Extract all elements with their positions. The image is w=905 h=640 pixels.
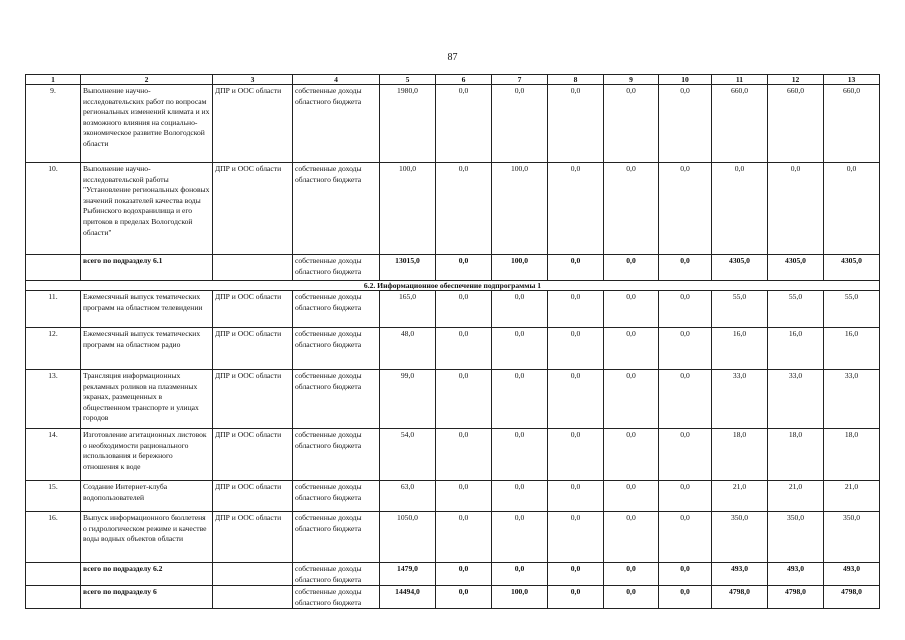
value-cell: 493,0	[768, 563, 824, 586]
executor-cell: ДПР и ООС области	[213, 370, 293, 429]
row-number-cell: 14.	[26, 429, 81, 481]
page-number: 87	[447, 52, 458, 63]
measure-name-cell: Выполнение научно-исследовательских работ по вопросам региональных изменений климата и их возможного влияния на социально-экономическое развитие Вологодской области	[81, 85, 213, 163]
value-cell: 0,0	[492, 563, 548, 586]
value-cell: 14494,0	[380, 586, 436, 609]
value-cell: 0,0	[492, 85, 548, 163]
value-cell: 350,0	[824, 512, 880, 563]
executor-cell: ДПР и ООС области	[213, 481, 293, 512]
value-cell: 55,0	[768, 291, 824, 328]
value-cell: 660,0	[824, 85, 880, 163]
measure-name-cell: Ежемесячный выпуск тематических программ на областном телевидении	[81, 291, 213, 328]
value-cell: 63,0	[380, 481, 436, 512]
value-cell: 0,0	[548, 85, 604, 163]
value-cell: 18,0	[824, 429, 880, 481]
value-cell: 0,0	[824, 163, 880, 255]
executor-cell	[213, 255, 293, 281]
executor-cell: ДПР и ООС области	[213, 512, 293, 563]
funding-source-cell: собственные доходы областного бюджета	[293, 291, 380, 328]
value-cell: 0,0	[604, 586, 659, 609]
column-header: 12	[768, 75, 824, 85]
column-header: 10	[659, 75, 712, 85]
value-cell: 0,0	[604, 163, 659, 255]
funding-source-cell: собственные доходы областного бюджета	[293, 512, 380, 563]
value-cell: 100,0	[492, 163, 548, 255]
value-cell: 0,0	[436, 370, 492, 429]
value-cell: 0,0	[548, 481, 604, 512]
value-cell: 0,0	[659, 370, 712, 429]
value-cell: 0,0	[492, 429, 548, 481]
value-cell: 4305,0	[712, 255, 768, 281]
value-cell: 0,0	[604, 291, 659, 328]
value-cell: 0,0	[436, 481, 492, 512]
value-cell: 660,0	[768, 85, 824, 163]
value-cell: 0,0	[604, 563, 659, 586]
row-number-cell	[26, 586, 81, 609]
table-row	[26, 512, 880, 563]
executor-cell: ДПР и ООС области	[213, 328, 293, 370]
column-header: 5	[380, 75, 436, 85]
value-cell: 0,0	[436, 563, 492, 586]
value-cell: 0,0	[548, 328, 604, 370]
column-header: 2	[81, 75, 213, 85]
value-cell: 0,0	[492, 328, 548, 370]
value-cell: 0,0	[604, 512, 659, 563]
value-cell: 0,0	[659, 85, 712, 163]
executor-cell: ДПР и ООС области	[213, 291, 293, 328]
value-cell: 18,0	[712, 429, 768, 481]
column-header: 7	[492, 75, 548, 85]
value-cell: 0,0	[436, 255, 492, 281]
row-number-cell	[26, 255, 81, 281]
value-cell: 21,0	[712, 481, 768, 512]
measure-name-cell: Трансляция информационных рекламных роликов на плазменных экранах, размещенных в общественном транспорте и улицах городов	[81, 370, 213, 429]
total-row	[26, 586, 880, 609]
executor-cell	[213, 586, 293, 609]
value-cell: 100,0	[380, 163, 436, 255]
value-cell: 0,0	[548, 586, 604, 609]
value-cell: 99,0	[380, 370, 436, 429]
value-cell: 0,0	[436, 163, 492, 255]
value-cell: 0,0	[659, 328, 712, 370]
value-cell: 0,0	[548, 291, 604, 328]
value-cell: 4798,0	[824, 586, 880, 609]
section-header-row	[26, 281, 880, 291]
table-row	[26, 328, 880, 370]
value-cell: 55,0	[824, 291, 880, 328]
value-cell: 0,0	[604, 85, 659, 163]
value-cell: 4305,0	[824, 255, 880, 281]
value-cell: 0,0	[436, 512, 492, 563]
value-cell: 0,0	[436, 429, 492, 481]
measure-name-cell: всего по подразделу 6	[81, 586, 213, 609]
value-cell: 0,0	[659, 563, 712, 586]
column-header: 4	[293, 75, 380, 85]
column-header: 13	[824, 75, 880, 85]
measure-name-cell: всего по подразделу 6.2	[81, 563, 213, 586]
value-cell: 16,0	[768, 328, 824, 370]
value-cell: 33,0	[768, 370, 824, 429]
value-cell: 0,0	[768, 163, 824, 255]
executor-cell	[213, 563, 293, 586]
measure-name-cell: Изготовление агитационных листовок о необходимости рационального использования и бережного отношения к воде	[81, 429, 213, 481]
value-cell: 0,0	[492, 370, 548, 429]
value-cell: 1479,0	[380, 563, 436, 586]
total-row	[26, 255, 880, 281]
measure-name-cell: Создание Интернет-клуба водопользователей	[81, 481, 213, 512]
section-title: 6.2. Информационное обеспечение подпрограммы 1	[26, 281, 880, 291]
value-cell: 4305,0	[768, 255, 824, 281]
value-cell: 0,0	[659, 586, 712, 609]
value-cell: 0,0	[548, 512, 604, 563]
total-row	[26, 563, 880, 586]
value-cell: 33,0	[824, 370, 880, 429]
value-cell: 0,0	[659, 481, 712, 512]
value-cell: 0,0	[492, 291, 548, 328]
executor-cell: ДПР и ООС области	[213, 163, 293, 255]
value-cell: 493,0	[712, 563, 768, 586]
column-header: 3	[213, 75, 293, 85]
row-number-cell: 12.	[26, 328, 81, 370]
row-number-cell: 9.	[26, 85, 81, 163]
value-cell: 0,0	[436, 328, 492, 370]
value-cell: 0,0	[548, 370, 604, 429]
row-number-cell: 10.	[26, 163, 81, 255]
value-cell: 0,0	[548, 429, 604, 481]
value-cell: 0,0	[659, 429, 712, 481]
value-cell: 165,0	[380, 291, 436, 328]
value-cell: 0,0	[436, 586, 492, 609]
value-cell: 0,0	[659, 255, 712, 281]
funding-source-cell: собственные доходы областного бюджета	[293, 328, 380, 370]
value-cell: 0,0	[548, 563, 604, 586]
value-cell: 100,0	[492, 586, 548, 609]
value-cell: 0,0	[548, 163, 604, 255]
value-cell: 0,0	[604, 370, 659, 429]
value-cell: 0,0	[604, 429, 659, 481]
value-cell: 100,0	[492, 255, 548, 281]
column-header: 8	[548, 75, 604, 85]
value-cell: 0,0	[712, 163, 768, 255]
value-cell: 350,0	[712, 512, 768, 563]
row-number-cell: 11.	[26, 291, 81, 328]
funding-source-cell: собственные доходы областного бюджета	[293, 370, 380, 429]
budget-table	[25, 74, 880, 609]
value-cell: 0,0	[436, 85, 492, 163]
value-cell: 55,0	[712, 291, 768, 328]
value-cell: 350,0	[768, 512, 824, 563]
value-cell: 0,0	[492, 512, 548, 563]
funding-source-cell: собственные доходы областного бюджета	[293, 85, 380, 163]
funding-source-cell: собственные доходы областного бюджета	[293, 163, 380, 255]
column-header: 6	[436, 75, 492, 85]
column-header: 11	[712, 75, 768, 85]
measure-name-cell: всего по подразделу 6.1	[81, 255, 213, 281]
row-number-cell: 15.	[26, 481, 81, 512]
funding-source-cell: собственные доходы областного бюджета	[293, 481, 380, 512]
column-header: 1	[26, 75, 81, 85]
value-cell: 0,0	[548, 255, 604, 281]
table-row	[26, 291, 880, 328]
funding-source-cell: собственные доходы областного бюджета	[293, 255, 380, 281]
value-cell: 1980,0	[380, 85, 436, 163]
table-row	[26, 163, 880, 255]
value-cell: 0,0	[659, 291, 712, 328]
executor-cell: ДПР и ООС области	[213, 85, 293, 163]
value-cell: 16,0	[712, 328, 768, 370]
value-cell: 0,0	[492, 481, 548, 512]
value-cell: 0,0	[659, 512, 712, 563]
funding-source-cell: собственные доходы областного бюджета	[293, 563, 380, 586]
value-cell: 18,0	[768, 429, 824, 481]
row-number-cell: 16.	[26, 512, 81, 563]
value-cell: 0,0	[659, 163, 712, 255]
column-header-row	[26, 75, 880, 85]
value-cell: 0,0	[604, 255, 659, 281]
table-row	[26, 85, 880, 163]
row-number-cell: 13.	[26, 370, 81, 429]
value-cell: 493,0	[824, 563, 880, 586]
table-row	[26, 429, 880, 481]
measure-name-cell: Выполнение научно-исследовательской работы "Установление региональных фоновых значений показателей качества воды Рыбинского водохранилища и его притоков в пределах Вологодской области"	[81, 163, 213, 255]
row-number-cell	[26, 563, 81, 586]
measure-name-cell: Ежемесячный выпуск тематических программ на областном радио	[81, 328, 213, 370]
value-cell: 48,0	[380, 328, 436, 370]
value-cell: 33,0	[712, 370, 768, 429]
value-cell: 4798,0	[712, 586, 768, 609]
measure-name-cell: Выпуск информационного бюллетеня о гидрологическом режиме и качестве воды водных объектов области	[81, 512, 213, 563]
funding-source-cell: собственные доходы областного бюджета	[293, 429, 380, 481]
value-cell: 16,0	[824, 328, 880, 370]
value-cell: 21,0	[824, 481, 880, 512]
value-cell: 1050,0	[380, 512, 436, 563]
table-row	[26, 481, 880, 512]
executor-cell: ДПР и ООС области	[213, 429, 293, 481]
value-cell: 54,0	[380, 429, 436, 481]
value-cell: 4798,0	[768, 586, 824, 609]
value-cell: 0,0	[604, 481, 659, 512]
funding-source-cell: собственные доходы областного бюджета	[293, 586, 380, 609]
value-cell: 13015,0	[380, 255, 436, 281]
table-row	[26, 370, 880, 429]
value-cell: 0,0	[604, 328, 659, 370]
column-header: 9	[604, 75, 659, 85]
value-cell: 0,0	[436, 291, 492, 328]
value-cell: 21,0	[768, 481, 824, 512]
value-cell: 660,0	[712, 85, 768, 163]
